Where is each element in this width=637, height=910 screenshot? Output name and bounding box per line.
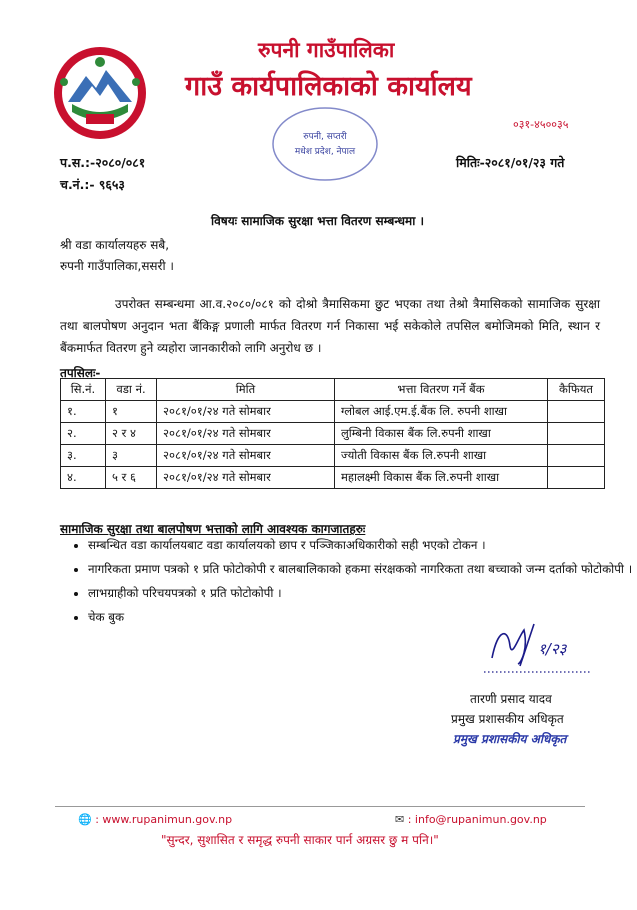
col-header-bank: भत्ता वितरण गर्ने बैंक [335, 379, 548, 401]
cell-serial: २. [61, 423, 106, 445]
seal-text-1: रुपनी, सप्तरी [303, 132, 347, 142]
cell-serial: ४. [61, 467, 106, 489]
footer-website [78, 813, 232, 826]
cell-date: २०८१/०१/२४ गते सोमबार [157, 423, 335, 445]
globe-icon: 🌐 [78, 813, 92, 826]
footer-slogan: "सुन्दर, सुशासित र समृद्ध रुपनी साकार पार्न अग्रसर छु म पनि।" [161, 833, 439, 847]
handwritten-signature [478, 618, 598, 678]
cell-remarks [548, 423, 605, 445]
col-header-ward: वडा नं. [106, 379, 157, 401]
office-seal [270, 104, 380, 184]
cell-date: २०८१/०१/२४ गते सोमबार [157, 467, 335, 489]
designation-stamp: प्रमुख प्रशासकीय अधिकृत [453, 732, 567, 746]
cell-remarks [548, 401, 605, 423]
list-item: • चेक बुक [88, 607, 633, 628]
footer-divider [55, 806, 585, 807]
list-item: • नागरिकता प्रमाण पत्रको १ प्रति फोटोकोपी र बालबालिकाको हकमा संरक्षकको नागरिकता तथा बच्चाको जन्म दर्ताको फोटोकोपी । [88, 559, 633, 580]
footer-email [395, 813, 547, 826]
website-text: : www.rupanimun.gov.np [95, 813, 233, 826]
email-text: : info@rupanimun.gov.np [407, 813, 547, 826]
signer-title: प्रमुख प्रशासकीय अधिकृत [451, 712, 564, 726]
recipient-line-1: श्री वडा कार्यालयहरु सबै, [60, 238, 170, 252]
cell-ward: ३ [106, 445, 157, 467]
required-documents-list [60, 532, 633, 631]
municipality-name: रुपनी गाउँपालिका [258, 38, 395, 62]
cell-ward: २ र ४ [106, 423, 157, 445]
col-header-serial: सि.नं. [61, 379, 106, 401]
cell-date: २०८१/०१/२४ गते सोमबार [157, 445, 335, 467]
cell-serial: ३. [61, 445, 106, 467]
cell-remarks [548, 445, 605, 467]
table-header-row [61, 379, 605, 401]
distribution-schedule-table [60, 378, 605, 489]
table-row [61, 423, 605, 445]
cell-ward: ५ र ६ [106, 467, 157, 489]
cell-bank: महालक्ष्मी विकास बैंक लि.रुपनी शाखा [335, 467, 548, 489]
dispatch-number: च.नं.:- ९६५३ [60, 177, 125, 192]
table-row [61, 467, 605, 489]
cell-bank: लुम्बिनी विकास बैंक लि.रुपनी शाखा [335, 423, 548, 445]
signer-name: तारणी प्रसाद यादव [470, 692, 552, 706]
letter-subject: विषयः सामाजिक सुरक्षा भत्ता वितरण सम्बन्धमा । [211, 214, 425, 228]
list-item: • सम्बन्धित वडा कार्यालयबाट वडा कार्यालयको छाप र पञ्जिकाअधिकारीको सही भएको टोकन । [88, 535, 633, 556]
required-documents-title: सामाजिक सुरक्षा तथा बालपोषण भत्ताको लागि आवश्यक कागजातहरुः [60, 522, 366, 536]
table-row [61, 401, 605, 423]
tapsil-label: तपसिलः- [60, 366, 101, 380]
cell-ward: १ [106, 401, 157, 423]
cell-bank: ग्लोबल आई.एम.ई.बैंक लि. रुपनी शाखा [335, 401, 548, 423]
list-item: • लाभग्राहीको परिचयपत्रको १ प्रति फोटोकोपी । [88, 583, 633, 604]
cell-remarks [548, 467, 605, 489]
body-paragraph: उपरोक्त सम्बन्धमा आ.व.२०८०/०८१ को दोश्रो त्रैमासिकमा छुट भएका तथा तेश्रो त्रैमासिकको सामाजिक सुरक्षा तथा बालपोषण अनुदान भता बैंकिङ्ग प्रणाली मार्फत वितरण गर्न निकासा भई सकेकोले तपसिल बमोजिमको मिति, स्थान र बैंकमार्फत वितरण हुने व्यहोरा जानकारीको लागि अनुरोध छ । [60, 297, 600, 355]
letter-date: मितिः-२०८१/०१/२३ गते [456, 155, 565, 170]
col-header-date: मिति [157, 379, 335, 401]
letter-reference-number: प.स.:-२०८०/०८१ [60, 155, 146, 170]
col-header-remarks: कैफियत [548, 379, 605, 401]
seal-text-2: मधेश प्रदेश, नेपाल [294, 147, 356, 157]
mail-icon: ✉ [395, 813, 405, 826]
office-name: गाउँ कार्यपालिकाको कार्यालय [185, 71, 472, 102]
recipient-line-2: रुपनी गाउँपालिका,ससरी । [60, 259, 174, 273]
cell-date: २०८१/०१/२४ गते सोमबार [157, 401, 335, 423]
table-row [61, 445, 605, 467]
phone-number: ०३१-४५००३५ [513, 118, 569, 131]
nepal-government-emblem [50, 42, 150, 144]
signature-date: १/२३ [538, 640, 567, 658]
cell-serial: १. [61, 401, 106, 423]
cell-bank: ज्योती विकास बैंक लि.रुपनी शाखा [335, 445, 548, 467]
